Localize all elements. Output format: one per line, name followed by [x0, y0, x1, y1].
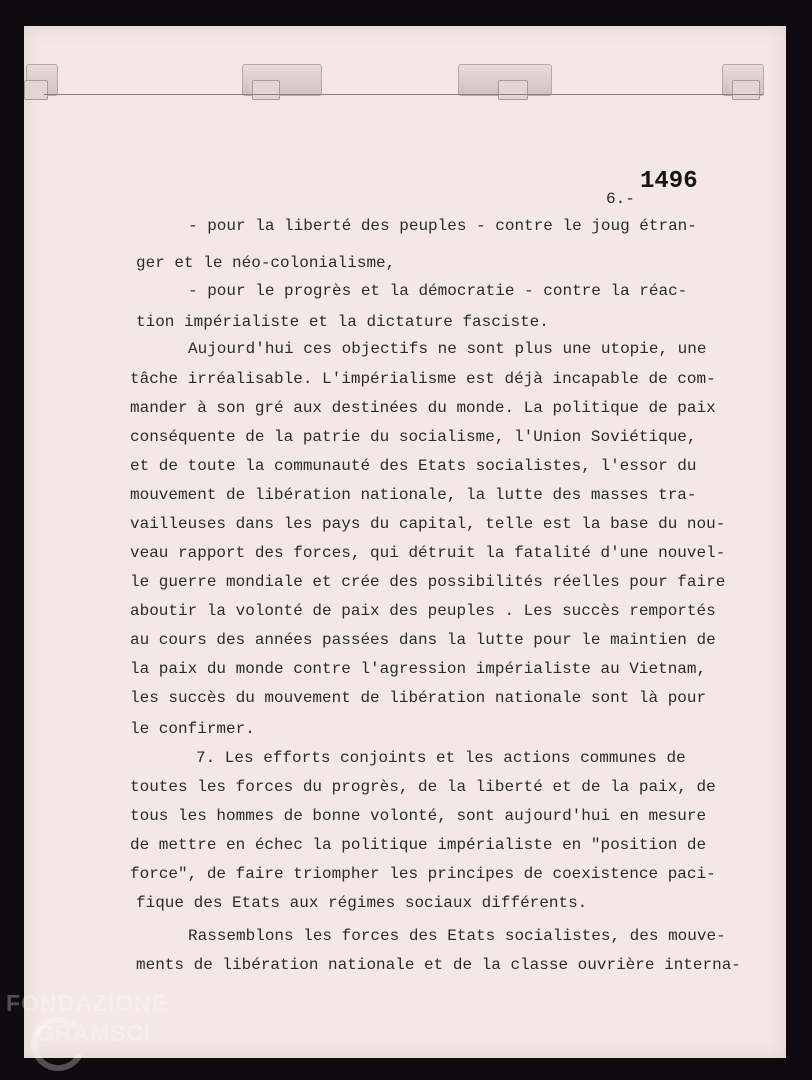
- text-line: et de toute la communauté des Etats socialistes, l'essor du: [130, 457, 697, 475]
- text-line: 7. Les efforts conjoints et les actions communes de: [196, 749, 686, 767]
- text-line: - pour le progrès et la démocratie - contre la réac-: [188, 282, 688, 300]
- binder-clip-tab: [24, 80, 48, 100]
- text-line: Rassemblons les forces des Etats socialistes, des mouve-: [188, 927, 726, 945]
- text-line: Aujourd'hui ces objectifs ne sont plus une utopie, une: [188, 340, 707, 358]
- text-line: conséquente de la patrie du socialisme, l'Union Soviétique,: [130, 428, 697, 446]
- binder-clip-tab: [732, 80, 760, 100]
- fondazione-gramsci-watermark: [6, 990, 196, 1070]
- text-line: mouvement de libération nationale, la lutte des masses tra-: [130, 486, 697, 504]
- section-number: 6.-: [606, 190, 635, 208]
- text-line: force", de faire triompher les principes de coexistence paci-: [130, 865, 716, 883]
- text-line: de mettre en échec la politique impérialiste en "position de: [130, 836, 707, 854]
- text-line: tion impérialiste et la dictature fasciste.: [136, 313, 549, 331]
- page-number: 1496: [640, 168, 698, 195]
- binder-strip: [24, 64, 786, 98]
- text-line: - pour la liberté des peuples - contre le joug étran-: [188, 217, 697, 235]
- binder-edge-line: [44, 94, 764, 95]
- text-line: les succès du mouvement de libération nationale sont là pour: [130, 689, 707, 707]
- text-line: veau rapport des forces, qui détruit la fatalité d'une nouvel-: [130, 544, 726, 562]
- text-line: la paix du monde contre l'agression impérialiste au Vietnam,: [130, 660, 707, 678]
- text-line: le confirmer.: [130, 720, 255, 738]
- text-line: le guerre mondiale et crée des possibilités réelles pour faire: [130, 573, 726, 591]
- watermark-line-1: FONDAZIONE: [6, 990, 169, 1016]
- text-line: au cours des années passées dans la lutte pour le maintien de: [130, 631, 716, 649]
- text-line: toutes les forces du progrès, de la liberté et de la paix, de: [130, 778, 716, 796]
- binder-clip-tab: [252, 80, 280, 100]
- watermark-line-2: GRAMSCI: [36, 1020, 152, 1046]
- text-line: fique des Etats aux régimes sociaux différents.: [136, 894, 588, 912]
- text-line: tous les hommes de bonne volonté, sont aujourd'hui en mesure: [130, 807, 707, 825]
- text-line: ger et le néo-colonialisme,: [136, 254, 396, 272]
- text-line: aboutir la volonté de paix des peuples . Les succès remportés: [130, 602, 716, 620]
- text-line: tâche irréalisable. L'impérialisme est déjà incapable de com-: [130, 370, 716, 388]
- text-line: mander à son gré aux destinées du monde. La politique de paix: [130, 399, 716, 417]
- document-page: [24, 26, 786, 1058]
- text-line: vailleuses dans les pays du capital, telle est la base du nou-: [130, 515, 726, 533]
- binder-clip-tab: [498, 80, 528, 100]
- text-line: ments de libération nationale et de la classe ouvrière interna-: [136, 956, 741, 974]
